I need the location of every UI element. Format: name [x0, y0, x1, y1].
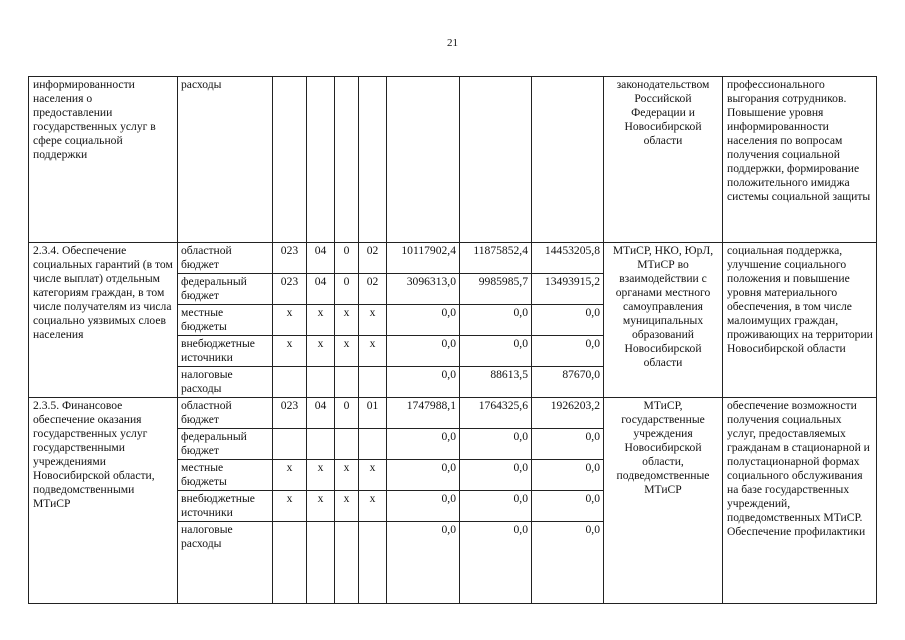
amount-cell: 87670,0 [532, 367, 604, 398]
budget-code-cell: 0 [335, 274, 359, 305]
budget-code-cell: 02 [359, 274, 387, 305]
budget-code-cell: 04 [307, 274, 335, 305]
budget-code-cell [273, 367, 307, 398]
amount-cell: 13493915,2 [532, 274, 604, 305]
amount-cell: 9985985,7 [460, 274, 532, 305]
budget-code-cell: х [307, 305, 335, 336]
funding-source-cell: местные бюджеты [178, 305, 273, 336]
measure-name-cell: информированности населения о предоставлении государственных услуг в сфере социальной поддержки [29, 77, 178, 243]
budget-code-cell [307, 367, 335, 398]
budget-code-cell: х [307, 491, 335, 522]
amount-cell: 0,0 [460, 305, 532, 336]
amount-cell: 0,0 [387, 367, 460, 398]
budget-code-cell: 0 [335, 243, 359, 274]
funding-source-cell: расходы [178, 77, 273, 243]
amount-cell: 11875852,4 [460, 243, 532, 274]
budget-code-cell: 023 [273, 243, 307, 274]
measure-name-cell: 2.3.5. Финансовое обеспечение оказания государственных услуг государственными учреждениями Новосибирской области, подведомственными МТиСР [29, 398, 178, 604]
budget-code-cell: х [359, 460, 387, 491]
amount-cell: 1926203,2 [532, 398, 604, 429]
funding-source-cell: налоговые расходы [178, 522, 273, 604]
budget-code-cell: х [359, 305, 387, 336]
budget-code-cell: х [335, 305, 359, 336]
amount-cell: 0,0 [460, 460, 532, 491]
budget-code-cell [335, 367, 359, 398]
amount-cell: 0,0 [387, 429, 460, 460]
budget-code-cell: х [273, 305, 307, 336]
amount-cell: 3096313,0 [387, 274, 460, 305]
budget-code-cell: х [273, 491, 307, 522]
table-row [29, 77, 877, 243]
amount-cell: 0,0 [460, 429, 532, 460]
amount-cell: 10117902,4 [387, 243, 460, 274]
budget-code-cell [359, 367, 387, 398]
funding-source-cell: федеральный бюджет [178, 274, 273, 305]
amount-cell: 88613,5 [460, 367, 532, 398]
amount-cell: 1747988,1 [387, 398, 460, 429]
amount-cell: 0,0 [460, 491, 532, 522]
budget-code-cell [307, 522, 335, 604]
amount-cell: 0,0 [532, 305, 604, 336]
budget-code-cell: х [273, 336, 307, 367]
budget-code-cell: х [335, 491, 359, 522]
budget-code-cell: х [359, 336, 387, 367]
budget-code-cell [273, 429, 307, 460]
budget-code-cell [335, 429, 359, 460]
budget-code-cell: х [307, 460, 335, 491]
budget-code-cell [335, 522, 359, 604]
measure-name-cell: 2.3.4. Обеспечение социальных гарантий (в том числе выплат) отдельным категориям граждан, в том числе получателям из числа социально уязвимых слоев населения [29, 243, 178, 398]
amount-cell: 0,0 [387, 491, 460, 522]
amount-cell: 0,0 [532, 460, 604, 491]
amount-cell: 0,0 [532, 429, 604, 460]
budget-code-cell [307, 429, 335, 460]
budget-code-cell: х [307, 336, 335, 367]
table-row [29, 398, 877, 429]
budget-code-cell: х [335, 336, 359, 367]
amount-cell: 0,0 [387, 336, 460, 367]
budget-code-cell [359, 522, 387, 604]
funding-source-cell: областной бюджет [178, 398, 273, 429]
budget-code-cell: х [359, 491, 387, 522]
budget-code-cell: 023 [273, 398, 307, 429]
amount-cell: 0,0 [532, 491, 604, 522]
budget-code-cell: 04 [307, 398, 335, 429]
budget-code-cell: 023 [273, 274, 307, 305]
amount-cell: 0,0 [460, 522, 532, 604]
funding-source-cell: федеральный бюджет [178, 429, 273, 460]
amount-cell: 0,0 [532, 336, 604, 367]
table-row [29, 243, 877, 274]
funding-source-cell: местные бюджеты [178, 460, 273, 491]
expected-result-cell: обеспечение возможности получения социальных услуг, предоставляемых гражданам в стационарной и полустационарной формах социального обслуживания на базе государственных учреждений, подведомственных МТиСР. Обеспечение профилактики [723, 398, 877, 604]
budget-code-cell: х [273, 460, 307, 491]
amount-cell: 14453205,8 [532, 243, 604, 274]
expected-result-cell: профессионального выгорания сотрудников. Повышение уровня информированности населения по вопросам получения социальной поддержки, формирование положительного имиджа системы социальной защиты [723, 77, 877, 243]
amount-cell: 0,0 [532, 522, 604, 604]
amount-cell: 0,0 [387, 460, 460, 491]
program-table [28, 76, 877, 604]
page-number: 21 [447, 37, 458, 49]
amount-cell: 0,0 [387, 522, 460, 604]
budget-code-cell: 01 [359, 398, 387, 429]
budget-code-cell: 04 [307, 243, 335, 274]
amount-cell: 1764325,6 [460, 398, 532, 429]
funding-source-cell: внебюджетные источники [178, 491, 273, 522]
budget-code-cell [273, 522, 307, 604]
executor-cell: МТиСР, НКО, ЮрЛ, МТиСР во взаимодействии с органами местного самоуправления муниципальных образований Новосибирской области [604, 243, 723, 398]
executor-cell: МТиСР, государственные учреждения Новосибирской области, подведомственные МТиСР [604, 398, 723, 604]
amount-cell: 0,0 [460, 336, 532, 367]
budget-code-cell: 02 [359, 243, 387, 274]
executor-cell: законодательством Российской Федерации и Новосибирской области [604, 77, 723, 243]
budget-code-cell [359, 429, 387, 460]
funding-source-cell: областной бюджет [178, 243, 273, 274]
budget-code-cell: 0 [335, 398, 359, 429]
funding-source-cell: налоговые расходы [178, 367, 273, 398]
funding-source-cell: внебюджетные источники [178, 336, 273, 367]
amount-cell: 0,0 [387, 305, 460, 336]
expected-result-cell: социальная поддержка, улучшение социального положения и повышение уровня материального обеспечения, в том числе малоимущих граждан, проживающих на территории Новосибирской области [723, 243, 877, 398]
budget-code-cell: х [335, 460, 359, 491]
